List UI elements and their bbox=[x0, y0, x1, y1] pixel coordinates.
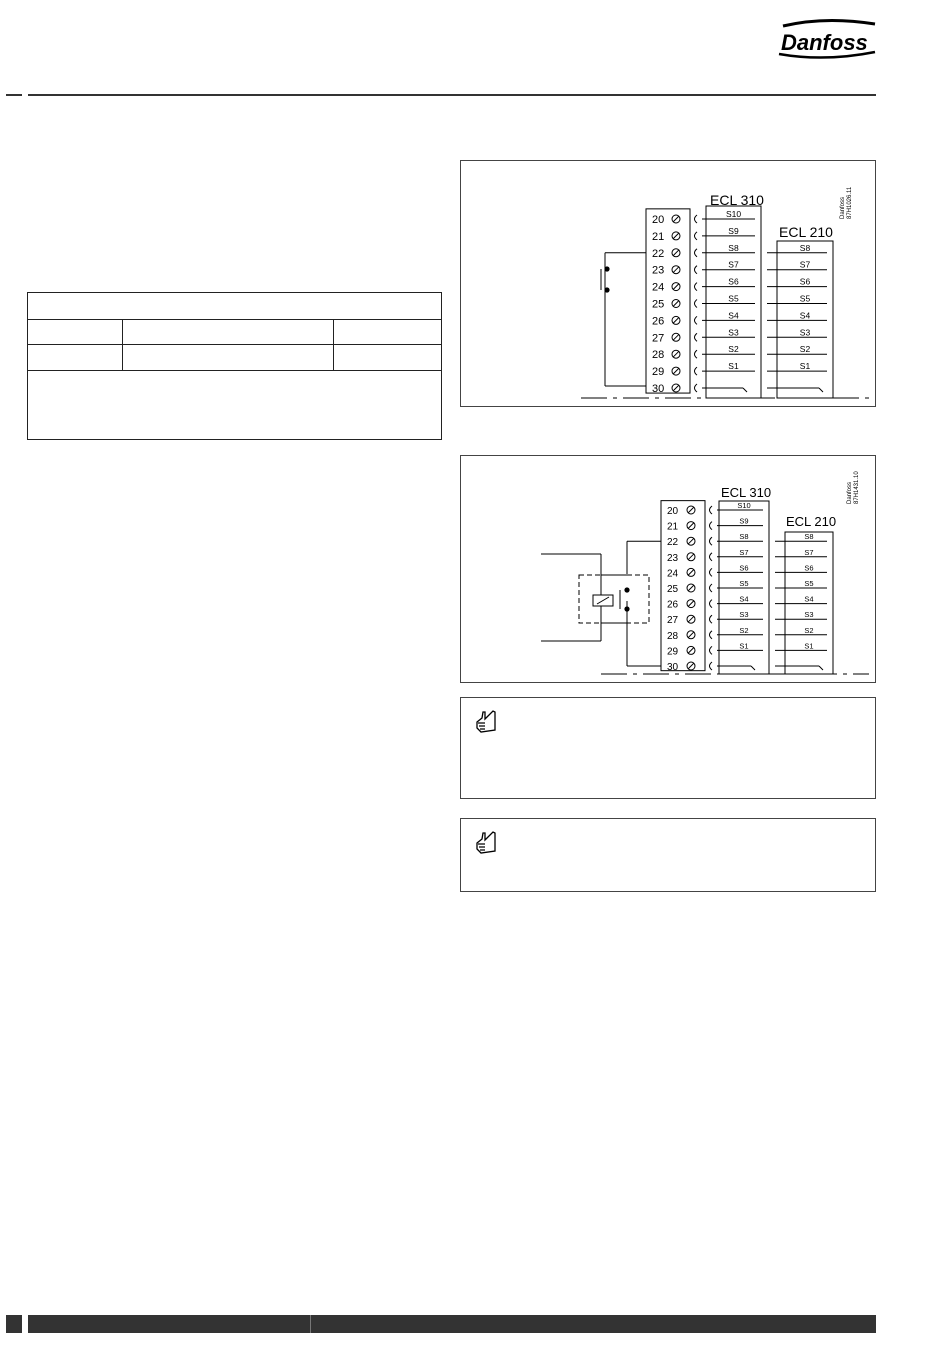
connector-clip bbox=[695, 384, 698, 392]
ecl310-sensor-label: S10 bbox=[737, 501, 751, 510]
ecl310-sensor-label: S4 bbox=[739, 594, 749, 604]
connector-clip bbox=[710, 600, 713, 608]
terminal-number: 28 bbox=[667, 630, 679, 642]
connector-clip bbox=[695, 316, 698, 324]
header-rule-stub bbox=[6, 94, 22, 96]
terminal-number: 23 bbox=[667, 552, 679, 564]
connector-clip bbox=[710, 537, 713, 545]
screw-slot bbox=[673, 250, 679, 256]
screw-slot bbox=[688, 585, 694, 591]
connector-clip bbox=[710, 615, 713, 623]
footer-stub bbox=[6, 1315, 22, 1333]
connector-clip bbox=[710, 662, 713, 670]
connector-clip bbox=[695, 283, 698, 291]
wiring-diagram-relay bbox=[460, 455, 876, 683]
switch-contact bbox=[604, 287, 609, 292]
connector-clip bbox=[710, 584, 713, 592]
screw-slot bbox=[688, 647, 694, 653]
ecl310-sensor-label: S1 bbox=[728, 361, 739, 372]
ecl310-sensor-label: S2 bbox=[739, 625, 749, 635]
connector-clip bbox=[695, 232, 698, 240]
connector-clip bbox=[695, 367, 698, 375]
connector-clip bbox=[695, 249, 698, 257]
ecl310-sensor-label: S4 bbox=[728, 310, 739, 321]
relay-housing bbox=[579, 575, 649, 623]
table-column-divider bbox=[122, 319, 123, 370]
screw-slot bbox=[673, 267, 679, 273]
note-box bbox=[460, 697, 876, 799]
screw-slot bbox=[673, 301, 679, 307]
table-row-divider bbox=[28, 319, 441, 320]
screw-slot bbox=[688, 538, 694, 544]
screw-slot bbox=[673, 284, 679, 290]
ecl210-title: ECL 210 bbox=[779, 224, 833, 240]
screw-slot bbox=[673, 334, 679, 340]
terminal-number: 24 bbox=[667, 568, 679, 580]
footer-divider bbox=[310, 1315, 311, 1333]
common-wire bbox=[819, 666, 823, 670]
screw-slot bbox=[673, 216, 679, 222]
common-wire bbox=[751, 666, 755, 670]
drawing-code: 87H1431.10 bbox=[854, 471, 860, 504]
ecl210-sensor-label: S3 bbox=[799, 327, 811, 338]
note-box bbox=[460, 818, 876, 892]
terminal-number: 22 bbox=[652, 247, 665, 260]
terminal-number: 23 bbox=[652, 264, 665, 277]
wiring-diagram-relay-svg bbox=[461, 456, 877, 684]
ecl210-sensor-label: S5 bbox=[799, 293, 811, 304]
screw-slot bbox=[673, 368, 679, 374]
connector-clip bbox=[695, 266, 698, 274]
wiring-diagram-switch-svg bbox=[461, 161, 877, 408]
ecl310-title: ECL 310 bbox=[721, 485, 772, 500]
terminal-number: 26 bbox=[652, 315, 665, 328]
terminal-number: 26 bbox=[667, 599, 679, 611]
relay-contact bbox=[624, 606, 629, 611]
ecl210-sensor-label: S1 bbox=[799, 361, 811, 372]
ecl310-sensor-label: S8 bbox=[728, 242, 739, 253]
terminal-number: 21 bbox=[652, 230, 665, 243]
terminal-number: 29 bbox=[667, 646, 679, 658]
connector-clip bbox=[710, 553, 713, 561]
pointing-hand-icon bbox=[473, 829, 499, 857]
terminal-number: 24 bbox=[652, 281, 665, 294]
relay-contact bbox=[624, 587, 629, 592]
ecl310-sensor-label: S1 bbox=[739, 641, 749, 651]
pointing-hand-icon bbox=[473, 708, 499, 736]
footer-bar bbox=[28, 1315, 876, 1333]
ecl210-sensor-label: S4 bbox=[799, 310, 811, 321]
danfoss-logo bbox=[775, 18, 880, 60]
ecl210-sensor-label: S7 bbox=[799, 259, 811, 270]
ecl210-sensor-label: S8 bbox=[804, 532, 814, 542]
switch-contact bbox=[604, 266, 609, 271]
connector-clip bbox=[710, 506, 713, 514]
settings-table bbox=[27, 292, 442, 440]
connector-clip bbox=[695, 350, 698, 358]
terminal-number: 30 bbox=[667, 662, 679, 673]
terminal-number: 25 bbox=[667, 584, 679, 595]
screw-slot bbox=[688, 569, 694, 575]
connector-clip bbox=[695, 333, 698, 341]
ecl210-sensor-label: S6 bbox=[804, 563, 814, 573]
ecl310-sensor-label: S5 bbox=[728, 293, 739, 304]
drawing-code: Danfoss bbox=[840, 196, 846, 219]
ecl310-sensor-label: S8 bbox=[739, 532, 749, 542]
ecl310-sensor-label: S7 bbox=[728, 259, 739, 270]
ecl210-sensor-label: S8 bbox=[799, 242, 811, 253]
screw-slot bbox=[673, 317, 679, 323]
terminal-number: 28 bbox=[652, 349, 665, 362]
ecl310-sensor-label: S10 bbox=[725, 209, 742, 219]
screw-slot bbox=[688, 554, 694, 560]
drawing-code: Danfoss bbox=[847, 481, 853, 504]
wiring-diagram-switch bbox=[460, 160, 876, 407]
connector-clip bbox=[710, 522, 713, 530]
ecl310-title: ECL 310 bbox=[710, 192, 764, 208]
ecl310-sensor-label: S9 bbox=[728, 225, 739, 236]
drawing-code: 87H1026.11 bbox=[847, 186, 853, 219]
connector-clip bbox=[710, 568, 713, 576]
connector-clip bbox=[710, 631, 713, 639]
connector-clip bbox=[695, 300, 698, 308]
ecl310-sensor-label: S7 bbox=[739, 547, 749, 557]
terminal-number: 20 bbox=[652, 214, 665, 226]
ecl310-sensor-label: S3 bbox=[728, 327, 739, 338]
terminal-number: 27 bbox=[667, 615, 679, 627]
ecl210-sensor-label: S4 bbox=[804, 594, 814, 604]
screw-slot bbox=[688, 616, 694, 622]
terminal-number: 30 bbox=[652, 383, 665, 395]
relay-coil-mark bbox=[597, 597, 609, 604]
ecl210-sensor-label: S2 bbox=[804, 625, 814, 635]
ecl310-sensor-label: S9 bbox=[739, 516, 749, 526]
common-wire bbox=[743, 388, 747, 392]
ecl210-sensor-label: S2 bbox=[799, 344, 811, 355]
screw-slot bbox=[673, 233, 679, 239]
ecl210-sensor-label: S3 bbox=[804, 610, 814, 620]
ecl210-sensor-label: S5 bbox=[804, 579, 814, 588]
screw-slot bbox=[688, 601, 694, 607]
ecl310-sensor-label: S6 bbox=[728, 276, 739, 287]
connector-clip bbox=[710, 646, 713, 654]
terminal-number: 29 bbox=[652, 366, 665, 379]
ecl210-sensor-label: S6 bbox=[799, 276, 811, 287]
terminal-number: 25 bbox=[652, 298, 665, 311]
ecl210-sensor-label: S7 bbox=[804, 547, 814, 557]
terminal-number: 20 bbox=[667, 506, 679, 517]
screw-slot bbox=[688, 663, 694, 669]
screw-slot bbox=[688, 523, 694, 529]
screw-slot bbox=[673, 385, 679, 391]
table-row-divider bbox=[28, 370, 441, 371]
screw-slot bbox=[673, 351, 679, 357]
common-wire bbox=[819, 388, 823, 392]
terminal-number: 21 bbox=[667, 521, 679, 533]
table-row-divider bbox=[28, 344, 441, 345]
svg-text:Danfoss: Danfoss bbox=[781, 30, 868, 55]
terminal-number: 22 bbox=[667, 537, 679, 549]
header-rule bbox=[28, 94, 876, 96]
terminal-number: 27 bbox=[652, 332, 665, 345]
screw-slot bbox=[688, 632, 694, 638]
connector-clip bbox=[695, 215, 698, 223]
screw-slot bbox=[688, 507, 694, 513]
ecl310-sensor-label: S3 bbox=[739, 610, 749, 620]
ecl310-sensor-label: S5 bbox=[739, 579, 749, 588]
ecl310-sensor-label: S2 bbox=[728, 344, 739, 355]
ecl210-sensor-label: S1 bbox=[804, 641, 814, 651]
table-column-divider bbox=[333, 319, 334, 370]
ecl210-title: ECL 210 bbox=[786, 514, 837, 529]
ecl310-sensor-label: S6 bbox=[739, 563, 749, 573]
